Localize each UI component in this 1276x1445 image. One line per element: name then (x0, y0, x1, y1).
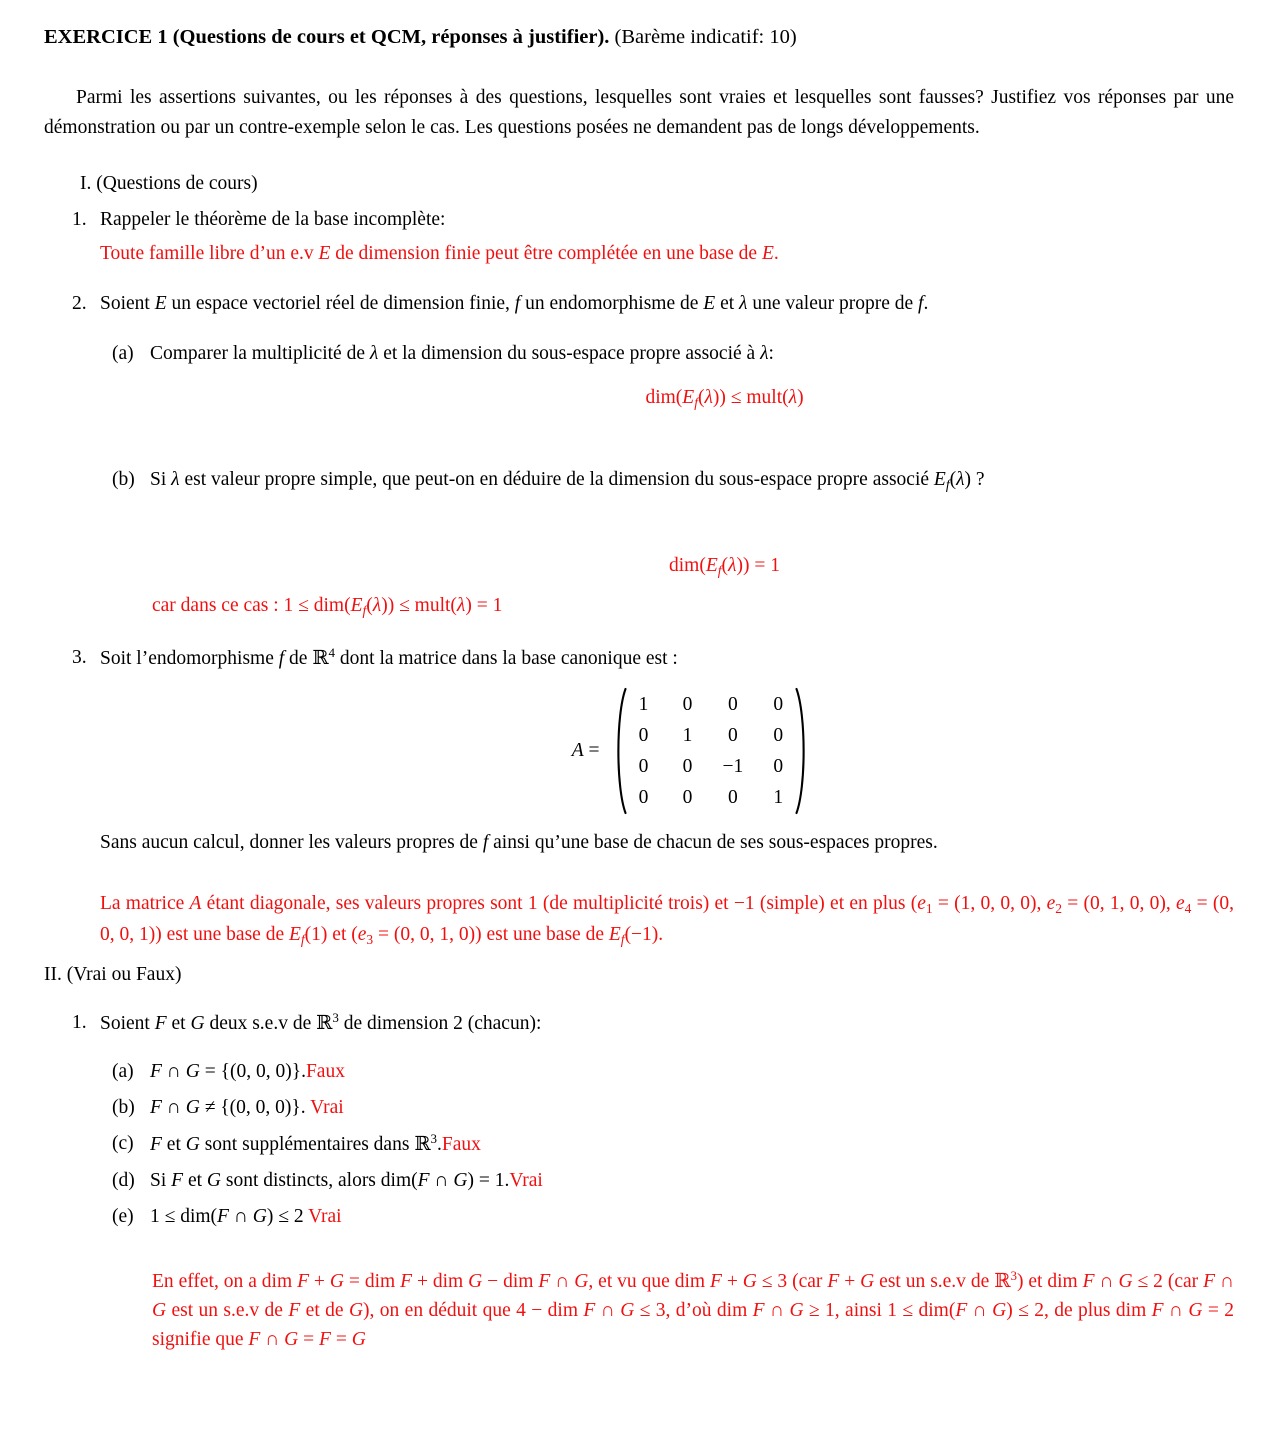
matrix-cell: 0 (638, 756, 649, 777)
matrix-cell: 0 (773, 756, 784, 777)
matrix-cell: 0 (773, 725, 784, 746)
item-number: 3. (72, 647, 87, 668)
item-number: 2. (72, 293, 87, 314)
statement-math: 1 ≤ dim(F ∩ G) ≤ 2 (150, 1206, 309, 1227)
page-title (44, 24, 1234, 51)
item-label: (d) (112, 1170, 135, 1191)
verdict: Vrai (509, 1170, 543, 1191)
matrix-grid (635, 689, 788, 813)
question-2 (72, 289, 1234, 319)
equation-dim-equals-1: $dim(E_f(\lambda)) = 1$ (669, 555, 780, 578)
statement-math: F ∩ G ≠ {(0, 0, 0)}. (150, 1097, 311, 1118)
answer-text-q3: La matrice A étant diagonale, ses valeurs propres sont 1 (de multiplicité trois) et −1 (simple) et en plus ($e_1 = (1$, 0, 0, 0), $e_2 = (0$, 1, 0, 0), $e_4 = (0$, 0, 0, 1)) est une base de $E_f(1)$ et ($e_3 = (0$, 0, 1, 0)) est une base de $E_f(-1)$. (100, 893, 1234, 947)
matrix-cell: 0 (728, 787, 738, 808)
exercise-title: EXERCICE 1 (Questions de cours et QCM, réponses à justifier). (44, 26, 610, 48)
matrix-right-paren-icon (794, 687, 810, 815)
verdict: Faux (441, 1134, 481, 1155)
statement (150, 1166, 1234, 1196)
item-number: 1. (72, 1012, 87, 1033)
statement (150, 1129, 1234, 1160)
statement (150, 1093, 1234, 1123)
item-label: (a) (112, 1061, 134, 1082)
verdict: Vrai (308, 1206, 342, 1227)
question-text: Soient E un espace vectoriel réel de dimension finie, f un endomorphisme de E et λ une valeur propre de f. (100, 293, 929, 314)
item-number: 1. (72, 209, 87, 230)
vf-question-1 (72, 1008, 1234, 1039)
question-2b (112, 465, 1234, 495)
matrix-cell: 1 (682, 725, 693, 746)
statement-math: Si F et G sont distincts, alors dim(F ∩ G) = 1. (150, 1170, 510, 1191)
matrix-cell: 1 (773, 787, 784, 808)
grading-note: (Barème indicatif: 10) (609, 26, 797, 48)
intro-paragraph: Parmi les assertions suivantes, ou les réponses à des questions, lesquelles sont vraies et lesquelles sont fausses? Justifiez vos réponses par une démonstration ou par un contre-exemple selon le cas. Les questions posées ne demandent pas de longs développements. (44, 87, 1234, 138)
matrix-lhs: A = (571, 740, 600, 761)
statement-math: F et G sont supplémentaires dans ℝ$^3$. (150, 1131, 442, 1155)
section-heading-questions-de-cours: I. (Questions de cours) (80, 173, 258, 194)
vf-item-c (112, 1129, 1234, 1160)
question-text: Rappeler le théorème de la base incomplète: (100, 209, 446, 230)
question-text: Comparer la multiplicité de λ et la dimension du sous-espace propre associé à λ: (150, 343, 774, 364)
section-heading-vrai-ou-faux: II. (Vrai ou Faux) (44, 964, 182, 985)
item-label: (b) (112, 1097, 135, 1118)
vf-item-e (112, 1202, 1234, 1232)
item-label: (a) (112, 343, 134, 364)
matrix-cell: 0 (682, 756, 693, 777)
matrix-cell: −1 (722, 756, 744, 777)
matrix-display (44, 686, 1234, 816)
question-text: Soient F et G deux s.e.v de ℝ$^3$ de dimension 2 (chacun): (100, 1010, 542, 1034)
statement (150, 1202, 1234, 1232)
question-3-prompt: Sans aucun calcul, donner les valeurs propres de f ainsi qu’une base de chacun de ses sous-espaces propres. (100, 832, 938, 853)
statement-math: F ∩ G = {(0, 0, 0)}. (150, 1061, 306, 1082)
question-text: Si λ est valeur propre simple, que peut-on en déduire de la dimension du sous-espace propre associé $E_f(\lambda)$ ? (150, 469, 985, 492)
verdict: Faux (305, 1061, 345, 1082)
question-2a (112, 339, 1234, 369)
vf-item-a (112, 1057, 1234, 1087)
answer-note-q2b: car dans ce cas : $1 \le dim(E_f(\lambda))$ ≤ mult(λ) = 1 (152, 595, 503, 618)
answer-text-q1: Toute famille libre d’un e.v E de dimension finie peut être complétée en une base de E. (100, 243, 779, 264)
question-3 (72, 643, 1234, 674)
vf-item-b (112, 1093, 1234, 1123)
matrix-cell: 0 (728, 725, 738, 746)
item-label: (e) (112, 1206, 134, 1227)
justification-paragraph: En effet, on a dim F + G = dim F + dim G − dim F ∩ G, et vu que dim F + G ≤ 3 (car F + G est un s.e.v de ℝ$^3$) et dim F ∩ G ≤ 2 (car F ∩ G est un s.e.v de F et de G), on en déduit que 4 − dim F ∩ G ≤ 3, d’où dim F ∩ G ≥ 1, ainsi 1 ≤ dim(F ∩ G) ≤ 2, de plus dim F ∩ G = 2 signifie que F ∩ G = F = G (152, 1268, 1235, 1350)
question-1 (72, 205, 1234, 235)
item-label: (b) (112, 469, 135, 490)
matrix-cell: 0 (682, 694, 693, 715)
equation-dim-le-mult: $dim(E_f(\lambda))$ ≤ mult(λ) (645, 387, 804, 410)
matrix-cell: 0 (638, 787, 649, 808)
matrix-cell: 1 (638, 694, 649, 715)
vf-item-d (112, 1166, 1234, 1196)
matrix-cell: 0 (773, 694, 784, 715)
matrix-cell: 0 (728, 694, 738, 715)
statement (150, 1057, 1234, 1087)
verdict: Vrai (310, 1097, 344, 1118)
matrix-left-paren-icon (612, 687, 628, 815)
question-text: Soit l’endomorphisme f de ℝ$^4$ dont la matrice dans la base canonique est : (100, 645, 678, 669)
item-label: (c) (112, 1133, 134, 1154)
matrix-cell: 0 (682, 787, 693, 808)
matrix-cell: 0 (638, 725, 649, 746)
